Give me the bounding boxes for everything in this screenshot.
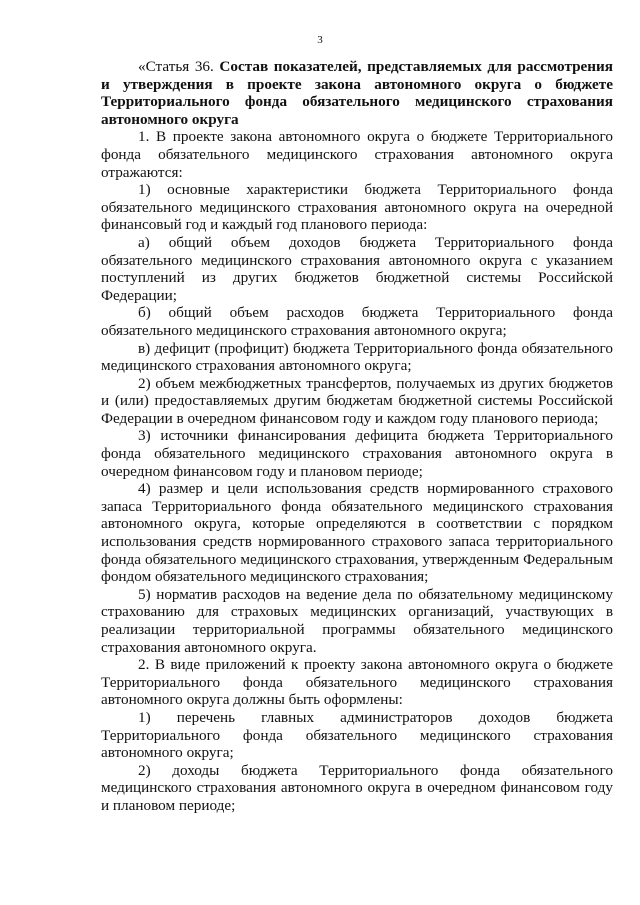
paragraph-2-2: 2) доходы бюджета Территориального фонда обязательного медицинского страхования автономного округа в очередном финансовом году и плановом периоде;	[101, 761, 613, 814]
paragraph-1-2: 2) объем межбюджетных трансфертов, получаемых из других бюджетов и (или) предоставляемых другим бюджетам бюджетной системы Российской Федерации в очередном финансовом году и каждом году планового периода;	[101, 374, 613, 427]
document-body	[101, 58, 613, 815]
article-title: Состав показателей, представляемых для рассмотрения и утверждения в проекте закона автономного округа о бюджете Территориального фонда обязательного медицинского страхования автономного округа	[101, 58, 614, 128]
article-heading	[101, 58, 613, 128]
paragraph-2-1: 1) перечень главных администраторов доходов бюджета Территориального фонда обязательного медицинского страхования автономного округа;	[101, 708, 613, 762]
paragraph-1-1-a: а) общий объем доходов бюджета Территориального фонда обязательного медицинского страхования автономного округа с указанием поступлений из других бюджетов бюджетной системы Российской Федерации;	[101, 233, 613, 304]
paragraph-1: 1. В проекте закона автономного округа о бюджете Территориального фонда обязательного медицинского страхования автономного округа отражаются:	[101, 128, 613, 181]
paragraph-1-1-v: в) дефицит (профицит) бюджета Территориального фонда обязательного медицинского страхования автономного округа;	[101, 339, 613, 375]
page-number: 3	[317, 34, 323, 46]
paragraph-1-4: 4) размер и цели использования средств нормированного страхового запаса Территориального фонда обязательного медицинского страхования автономного округа, которые определяются в соответствии с порядком использования средств нормированного страхового запаса территориального фонда обязательного медицинского страхования, утвержденным Федеральным фондом обязательного медицинского страхования;	[101, 480, 613, 586]
paragraph-2: 2. В виде приложений к проекту закона автономного округа о бюджете Территориального фонда обязательного медицинского страхования автономного округа должны быть оформлены:	[101, 656, 613, 709]
paragraph-1-1: 1) основные характеристики бюджета Территориального фонда обязательного медицинского страхования автономного округа на очередной финансовый год и каждый год планового периода:	[101, 181, 613, 234]
article-prefix: «Статья 36.	[138, 58, 214, 75]
paragraph-1-1-b: б) общий объем расходов бюджета Территориального фонда обязательного медицинского страхования автономного округа;	[101, 304, 613, 339]
paragraph-1-3: 3) источники финансирования дефицита бюджета Территориального фонда обязательного медицинского страхования автономного округа в очередном финансовом году и плановом периоде;	[101, 427, 613, 480]
paragraph-1-5: 5) норматив расходов на ведение дела по обязательному медицинскому страхованию для страховых медицинских организаций, участвующих в реализации территориальной программы обязательного медицинского страхования автономного округа.	[101, 585, 613, 656]
